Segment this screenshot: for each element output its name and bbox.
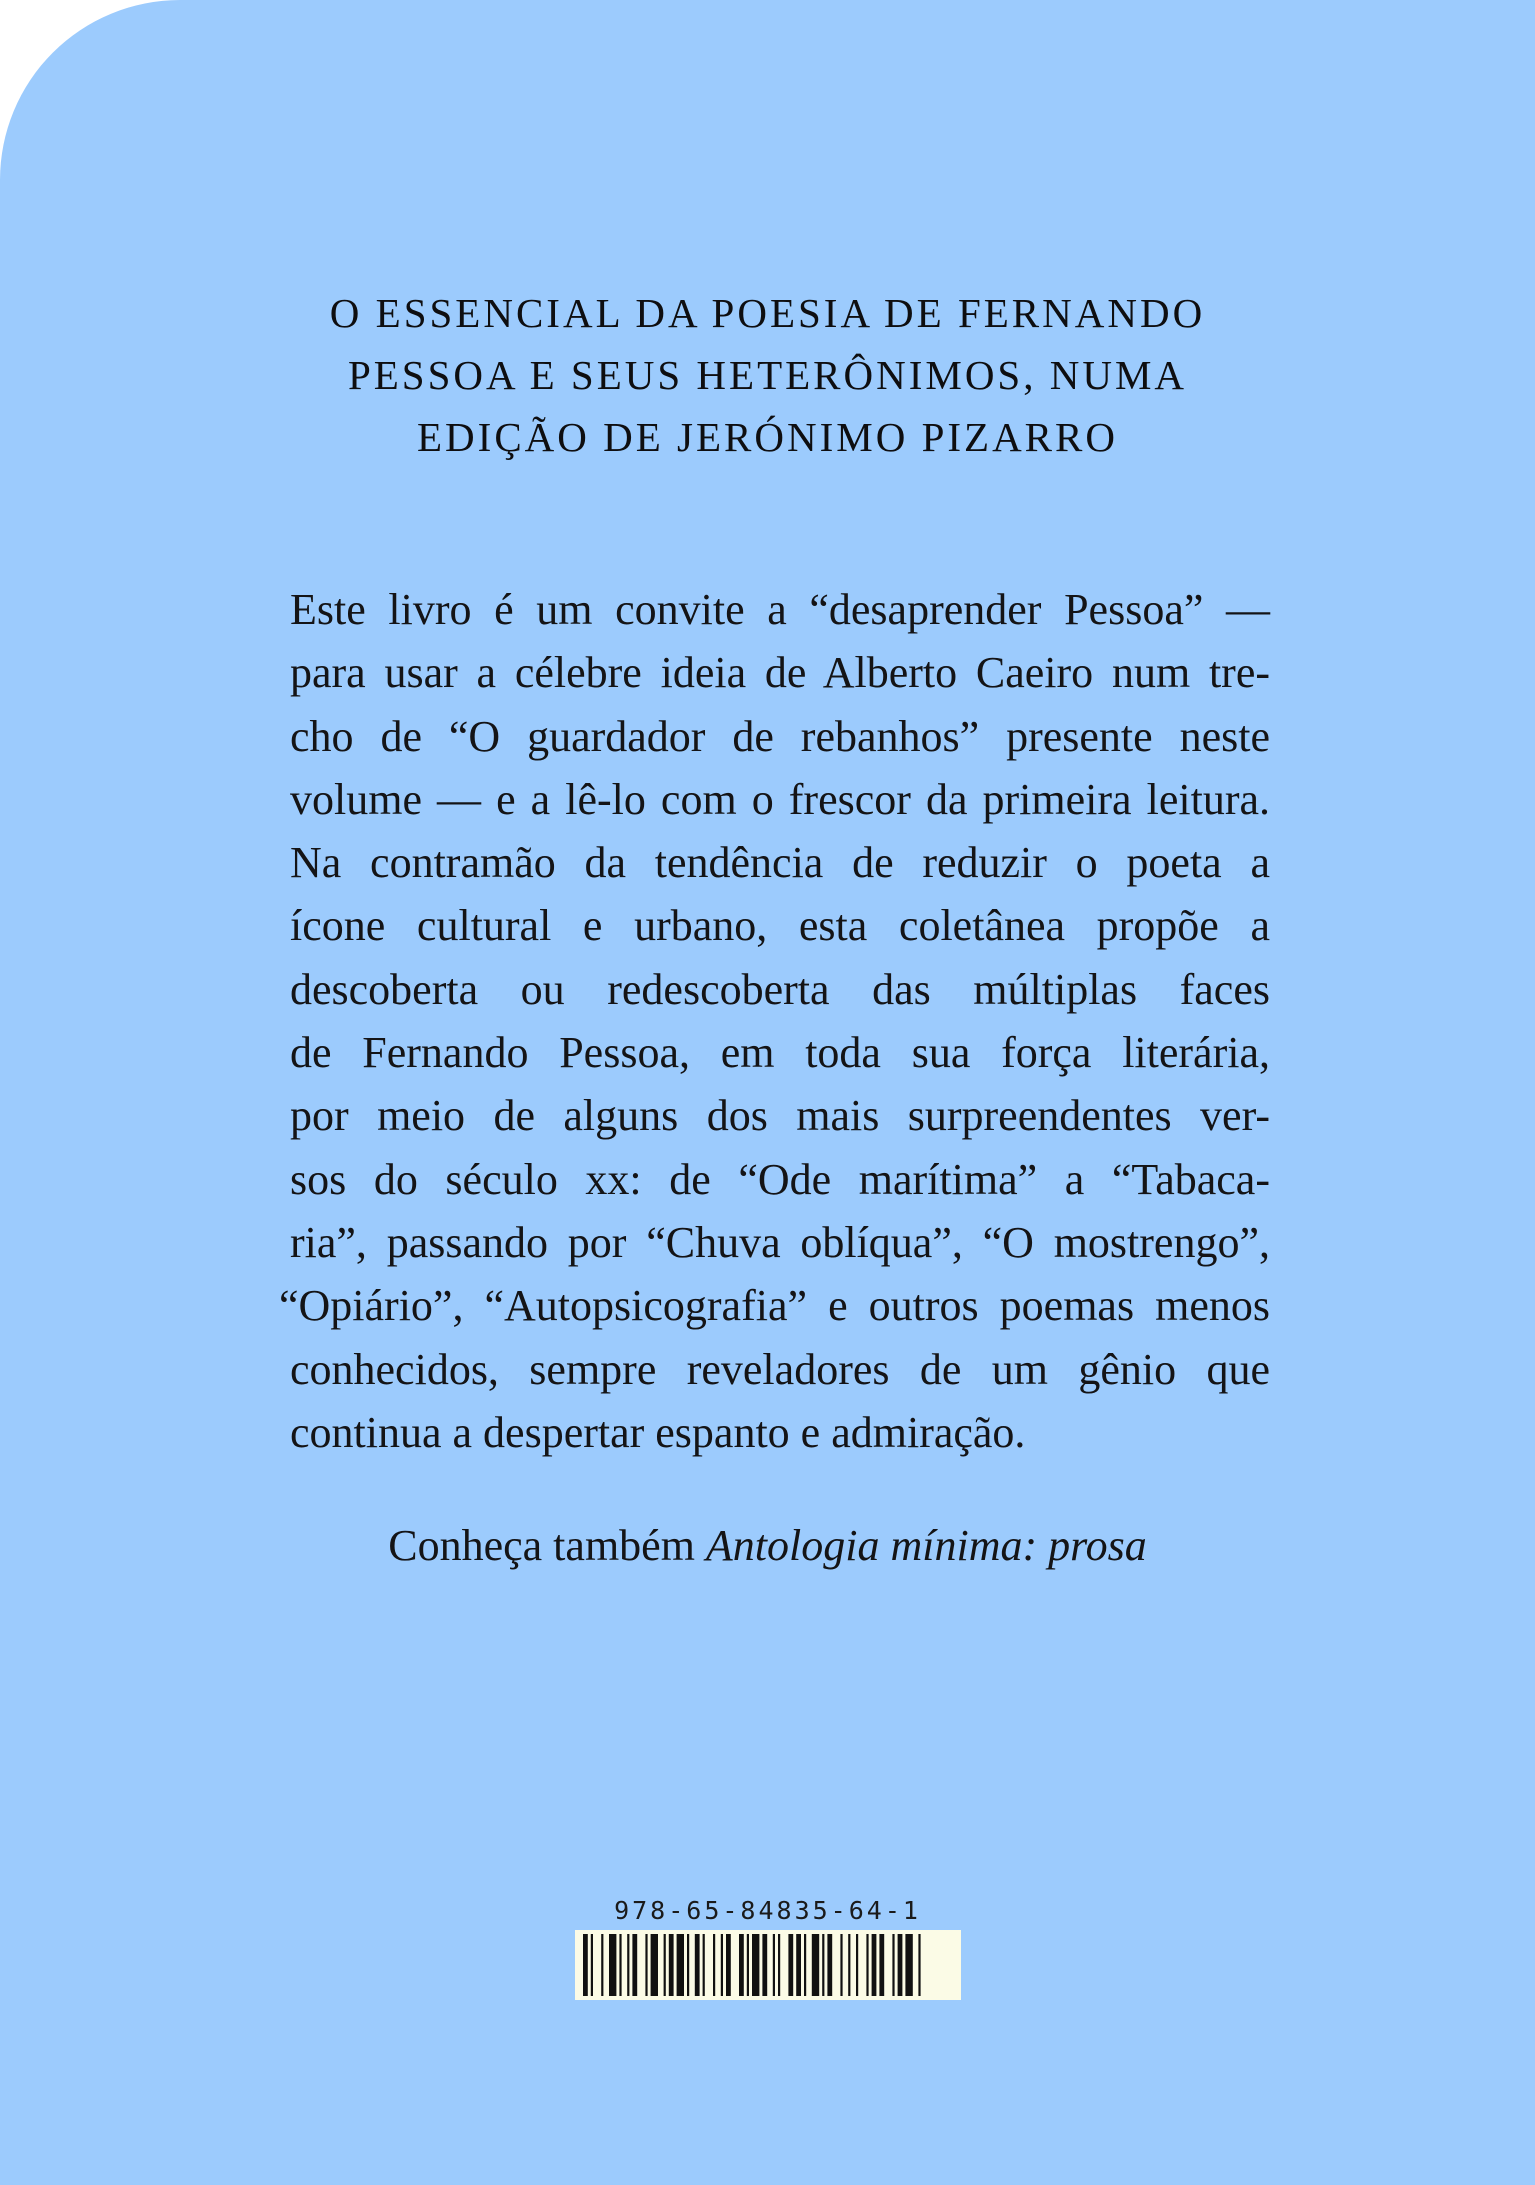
blurb-line: conhecidos, sempre reveladores de um gênio que — [290, 1344, 1270, 1394]
barcode-bar — [601, 1934, 603, 1996]
barcode-graphic — [575, 1930, 961, 2000]
barcode-bar — [840, 1934, 842, 1996]
blurb-paragraph — [279, 578, 1270, 1464]
blurb-line: por meio de alguns dos mais surpreendentes ver- — [290, 1091, 1270, 1141]
see-also-title: Antologia mínima: prosa — [705, 1521, 1147, 1570]
blurb-line: para usar a célebre ideia de Alberto Caeiro num tre- — [290, 648, 1270, 698]
barcode-bar — [651, 1934, 658, 1996]
barcode-bar — [804, 1934, 806, 1996]
barcode-bar — [726, 1934, 731, 1996]
blurb-line: continua a despertar espanto e admiração. — [290, 1407, 1026, 1457]
barcode-bar — [669, 1934, 674, 1996]
barcode-bar — [898, 1934, 903, 1996]
headline-line: EDIÇÃO DE JERÓNIMO PIZARRO — [417, 414, 1118, 460]
barcode-bar — [872, 1934, 877, 1996]
barcode-bar — [583, 1934, 588, 1996]
barcode-bar — [695, 1934, 700, 1996]
barcode-bar — [703, 1934, 705, 1996]
blurb-line: de Fernando Pessoa, em toda sua força literária, — [290, 1028, 1270, 1078]
blurb-line: Este livro é um convite a “desaprender Pessoa” — — [290, 585, 1270, 634]
barcode-bar — [739, 1934, 744, 1996]
barcode-bar — [645, 1934, 647, 1996]
barcode-bar — [892, 1934, 894, 1996]
barcode-bar — [747, 1934, 749, 1996]
barcode-bar — [713, 1934, 715, 1996]
barcode-bar — [721, 1934, 723, 1996]
headline-line: PESSOA E SEUS HETERÔNIMOS, NUMA — [347, 352, 1188, 398]
isbn-number: 978-65-84835-64-1 — [614, 1896, 921, 1925]
barcode-bar — [609, 1934, 616, 1996]
blurb-line: “Opiário”, “Autopsicografia” e outros poemas menos — [279, 1281, 1270, 1331]
barcode-bar — [848, 1934, 850, 1996]
barcode-bar — [812, 1934, 819, 1996]
barcode-bar — [752, 1934, 759, 1996]
barcode-bar — [687, 1934, 689, 1996]
barcode-bar — [773, 1934, 775, 1996]
blurb-line: descoberta ou redescoberta das múltiplas faces — [290, 964, 1270, 1014]
blurb-line: ria”, passando por “Chuva oblíqua”, “O mostrengo”, — [290, 1217, 1270, 1267]
see-also-prefix: Conheça também — [388, 1521, 706, 1570]
barcode-bar — [788, 1934, 793, 1996]
see-also-note — [0, 1516, 1535, 1576]
barcode-bar — [627, 1934, 629, 1996]
blurb-line: cho de “O guardador de rebanhos” presente neste — [290, 711, 1270, 761]
barcode-bar — [762, 1934, 767, 1996]
barcode-bar — [796, 1934, 801, 1996]
barcode-bar — [677, 1934, 684, 1996]
barcode — [575, 1930, 961, 2000]
blurb-line: volume — e a lê-lo com o frescor da primeira leitura. — [290, 774, 1270, 824]
barcode-bar — [591, 1934, 593, 1996]
headline-line: O ESSENCIAL DA POESIA DE FERNANDO — [329, 290, 1206, 336]
cover-headline — [200, 282, 1335, 468]
blurb-line: sos do século xx: de “Ode marítima” a “Tabaca- — [290, 1154, 1270, 1204]
blurb-line: ícone cultural e urbano, esta coletânea propõe a — [290, 901, 1270, 951]
barcode-bar — [905, 1934, 912, 1996]
barcode-bar — [856, 1934, 858, 1996]
barcode-bar — [879, 1934, 884, 1996]
barcode-bar — [632, 1934, 637, 1996]
barcode-bar — [664, 1934, 666, 1996]
barcode-bar — [778, 1934, 780, 1996]
barcode-bar — [918, 1934, 920, 1996]
barcode-bar — [866, 1934, 868, 1996]
barcode-bar — [827, 1934, 832, 1996]
blurb-line: Na contramão da tendência de reduzir o poeta a — [290, 838, 1270, 888]
barcode-bar — [619, 1934, 621, 1996]
barcode-bar — [822, 1934, 824, 1996]
